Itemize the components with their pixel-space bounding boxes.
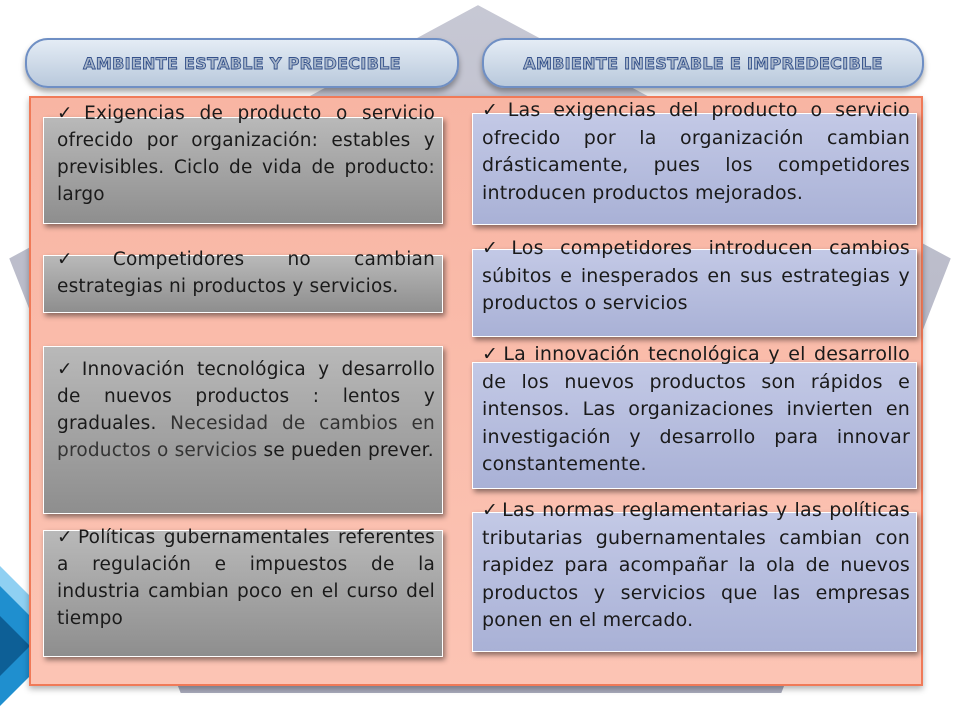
stable-item-1 (57, 100, 435, 208)
stable-item-2-text: Competidores no cambian estrategias ni productos y servicios. (57, 249, 436, 297)
unstable-item-2-text: Los competidores introducen cambios súbitos e inesperados en sus estrategias y productos o servicios (482, 237, 910, 314)
stable-item-4-text: Políticas gubernamentales referentes a regulación e impuestos de la industria cambian poco en el curso del tiempo (57, 527, 436, 629)
checkmark-icon: ✓ (482, 343, 501, 365)
checkmark-icon: ✓ (57, 249, 110, 270)
checkmark-icon: ✓ (57, 359, 79, 380)
unstable-item-4 (482, 497, 910, 635)
stable-item-2 (57, 246, 435, 300)
unstable-item-1 (482, 97, 910, 207)
unstable-item-3 (482, 341, 910, 479)
checkmark-icon: ✓ (57, 527, 75, 548)
stable-environment-header (25, 38, 459, 88)
stable-item-3 (57, 356, 435, 464)
unstable-item-4-text: Las normas reglamentarias y las políticas tributarias gubernamentales cambian con rapidez para acompañar la ola de nuevos productos y servicios que las empresas ponen en el mercado. (482, 499, 910, 631)
checkmark-icon: ✓ (482, 499, 500, 521)
checkmark-icon: ✓ (482, 99, 505, 121)
unstable-environment-header (482, 38, 924, 88)
unstable-item-1-text: Las exigencias del producto o servicio ofrecido por la organización cambian drásticamente, pues los competidores introducen productos mejorados. (482, 99, 910, 204)
stable-item-1-text: Exigencias de producto o servicio ofrecido por organización: estables y previsibles. Ciclo de vida de producto: largo (57, 103, 435, 205)
stable-header-text: AMBIENTE ESTABLE Y PREDECIBLE (83, 53, 401, 73)
checkmark-icon: ✓ (482, 237, 509, 259)
unstable-item-2 (482, 235, 910, 318)
stable-item-3-end-text: se pueden prever. (263, 440, 434, 461)
unstable-item-3-text: La innovación tecnológica y el desarrollo de los nuevos productos son rápidos e intensos. Las organizaciones invierten en investigación y desarrollo para innovar constantemente. (482, 343, 910, 475)
stable-item-3-strong-text: Innovación tecnológica y desarrollo de nuevos productos : lentos y graduales. (57, 359, 436, 434)
unstable-header-text: AMBIENTE INESTABLE E IMPREDECIBLE (523, 53, 883, 73)
stable-item-4 (57, 524, 435, 632)
checkmark-icon: ✓ (57, 103, 82, 124)
stable-item-3-light-text: Necesidad de cambios en productos o servicios (57, 413, 435, 461)
